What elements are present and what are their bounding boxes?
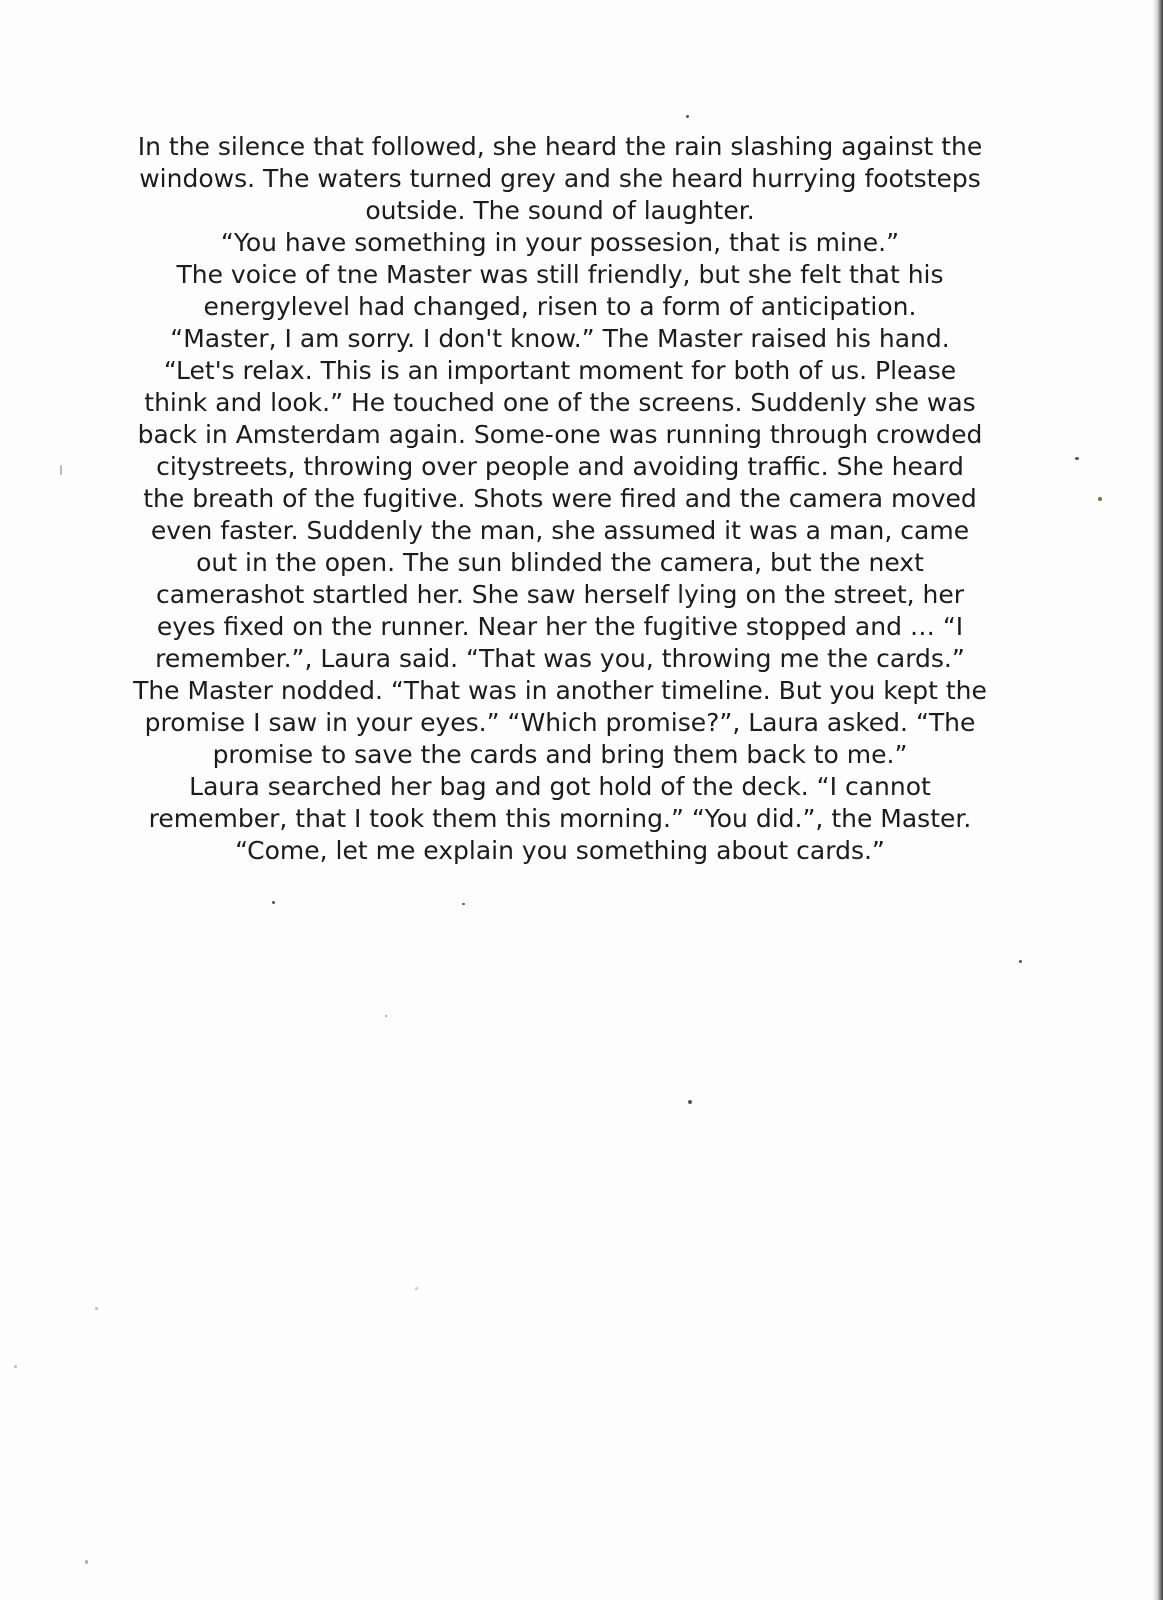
text-line: energylevel had changed, risen to a form of anticipation. [203, 292, 917, 321]
scan-speck [1098, 497, 1102, 501]
scan-speck [14, 1365, 17, 1368]
text-line: back in Amsterdam again. Some-one was running through crowded [137, 420, 983, 449]
scan-speck [462, 903, 465, 905]
text-line: camerashot startled her. She saw herself lying on the street, her [155, 580, 965, 609]
scan-speck [1019, 960, 1022, 963]
text-line: promise I saw in your eyes.” “Which promise?”, Laura asked. “The [144, 708, 976, 737]
page-edge-shadow [1153, 0, 1163, 1600]
scan-speck [686, 115, 689, 118]
text-line: The Master nodded. “That was in another timeline. But you kept the [133, 676, 987, 705]
text-line: The voice of tne Master was still friendly, but she felt that his [176, 260, 944, 289]
text-line: “Come, let me explain you something about cards.” [235, 836, 885, 865]
text-line: Laura searched her bag and got hold of the deck. “I cannot [189, 772, 931, 801]
scan-speck [272, 901, 275, 904]
scan-speck [85, 1560, 88, 1564]
text-line: windows. The waters turned grey and she heard hurrying footsteps [139, 164, 981, 193]
text-line: even faster. Suddenly the man, she assumed it was a man, came [150, 516, 970, 545]
story-text [90, 131, 1030, 867]
scan-speck [385, 1015, 387, 1017]
text-line: “Master, I am sorry. I don't know.” The Master raised his hand. [170, 324, 950, 353]
text-line: remember.”, Laura said. “That was you, throwing me the cards.” [155, 644, 965, 673]
scan-speck [60, 465, 62, 475]
text-line: eyes fixed on the runner. Near her the fugitive stopped and … “I [156, 612, 964, 641]
text-line: out in the open. The sun blinded the camera, but the next [196, 548, 924, 577]
text-line: “Let's relax. This is an important moment for both of us. Please [163, 356, 957, 385]
text-line: citystreets, throwing over people and avoiding traffic. She heard [156, 452, 964, 481]
scan-speck [95, 1307, 98, 1310]
text-line: the breath of the fugitive. Shots were fired and the camera moved [143, 484, 977, 513]
scan-speck [1075, 457, 1079, 460]
scan-speck [688, 1100, 692, 1104]
text-line: remember, that I took them this morning.” “You did.”, the Master. [148, 804, 972, 833]
text-line: outside. The sound of laughter. [365, 196, 755, 225]
text-line: think and look.” He touched one of the screens. Suddenly she was [144, 388, 976, 417]
text-line: “You have something in your possesion, that is mine.” [220, 228, 900, 257]
scan-speck [415, 1287, 418, 1290]
text-line: In the silence that followed, she heard the rain slashing against the [137, 132, 983, 161]
text-line: promise to save the cards and bring them back to me.” [212, 740, 908, 769]
